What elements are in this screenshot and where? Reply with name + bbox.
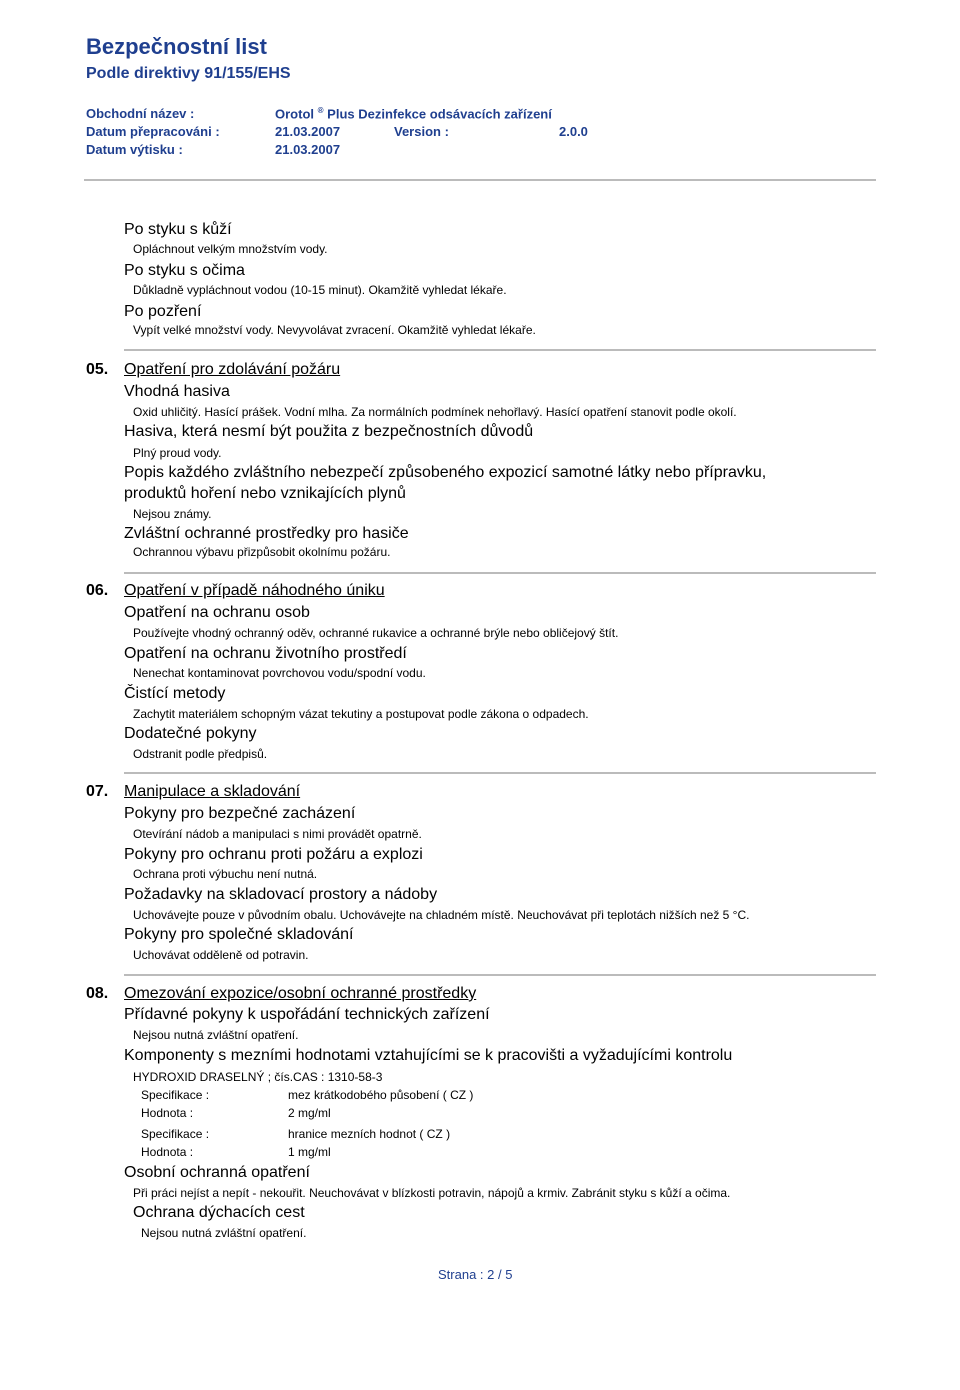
skin-contact-heading: Po styku s kůží <box>124 221 232 238</box>
document-subtitle: Podle direktivy 91/155/EHS <box>86 65 291 82</box>
substance-name: HYDROXID DRASELNÝ ; čís.CAS : 1310-58-3 <box>133 1070 383 1084</box>
section-06-title: Opatření v případě náhodného úniku <box>124 582 385 599</box>
fire-protection-heading: Pokyny pro ochranu proti požáru a explozi <box>124 846 423 863</box>
section-05-number: 05. <box>86 361 109 378</box>
exposure-limits-heading: Komponenty s mezními hodnotami vztahujícími se k pracovišti a vyžadujícími kontrolu <box>124 1047 733 1064</box>
special-hazards-text: Nejsou známy. <box>133 507 212 521</box>
specification-value-2: hranice mezních hodnot ( CZ ) <box>288 1127 451 1141</box>
print-date-label: Datum výtisku : <box>86 142 183 157</box>
section-08-number: 08. <box>86 985 109 1002</box>
engineering-controls-text: Nejsou nutná zvláštní opatření. <box>133 1028 299 1042</box>
section-07-title: Manipulace a skladování <box>124 783 301 800</box>
trade-name-label: Obchodní název : <box>86 106 195 121</box>
page-number: Strana : 2 / 5 <box>438 1267 513 1282</box>
trade-name-value <box>275 106 552 121</box>
ingestion-heading: Po pozření <box>124 303 202 320</box>
section-divider-08 <box>124 974 876 976</box>
personal-protection-text: Při práci nejíst a nepít - nekouřit. Neuchovávat v blízkosti potravin, nápojů a krmiv. Zabránit styku s kůží a očima. <box>133 1186 731 1200</box>
safe-handling-heading: Pokyny pro bezpečné zacházení <box>124 805 356 822</box>
fire-protection-text: Ochrana proti výbuchu není nutná. <box>133 867 318 881</box>
limit-value-1: 2 mg/ml <box>288 1106 331 1120</box>
specification-value-1: mez krátkodobého působení ( CZ ) <box>288 1088 474 1102</box>
registered-mark: ® <box>317 106 324 115</box>
section-07-number: 07. <box>86 783 109 800</box>
engineering-controls-heading: Přídavné pokyny k uspořádání technických zařízení <box>124 1006 490 1023</box>
firefighter-equipment-heading: Zvláštní ochranné prostředky pro hasiče <box>124 525 409 542</box>
unsuitable-extinguishing-heading: Hasiva, která nesmí být použita z bezpečnostních důvodů <box>124 423 534 440</box>
section-divider-05 <box>124 349 876 351</box>
cleanup-methods-text: Zachytit materiálem schopným vázat tekutiny a postupovat podle zákona o odpadech. <box>133 707 589 721</box>
document-title: Bezpečnostní list <box>86 34 267 59</box>
storage-requirements-heading: Požadavky na skladovací prostory a nádoby <box>124 886 438 903</box>
joint-storage-heading: Pokyny pro společné skladování <box>124 926 354 943</box>
version-label: Version : <box>394 124 449 139</box>
safe-handling-text: Otevírání nádob a manipulaci s nimi provádět opatrně. <box>133 827 422 841</box>
trade-name-rest: Plus Dezinfekce odsávacích zařízení <box>327 106 552 122</box>
specification-label-2: Specifikace : <box>141 1127 210 1141</box>
section-08-title: Omezování expozice/osobní ochranné prostředky <box>124 985 477 1002</box>
ingestion-text: Vypít velké množství vody. Nevyvolávat zvracení. Okamžitě vyhledat lékaře. <box>133 323 536 337</box>
section-divider-06 <box>124 572 876 574</box>
version-value: 2.0.0 <box>559 124 588 139</box>
eye-contact-heading: Po styku s očima <box>124 262 245 279</box>
respiratory-protection-heading: Ochrana dýchacích cest <box>133 1204 305 1221</box>
personal-precautions-heading: Opatření na ochranu osob <box>124 604 310 621</box>
unsuitable-extinguishing-text: Plný proud vody. <box>133 446 222 460</box>
limit-value-label-2: Hodnota : <box>141 1145 194 1159</box>
print-date-value: 21.03.2007 <box>275 142 341 157</box>
skin-contact-text: Opláchnout velkým množstvím vody. <box>133 242 328 256</box>
trade-name-prefix: Orotol <box>275 106 314 122</box>
special-hazards-heading-line2: produktů hoření nebo vznikajících plynů <box>124 485 406 502</box>
limit-value-2: 1 mg/ml <box>288 1145 331 1159</box>
suitable-extinguishing-text: Oxid uhličitý. Hasící prášek. Vodní mlha. Za normálních podmínek nehořlavý. Hasící opatření stanovit podle okolí. <box>133 405 737 419</box>
additional-advice-text: Odstranit podle předpisů. <box>133 747 268 761</box>
additional-advice-heading: Dodatečné pokyny <box>124 725 257 742</box>
section-05-title: Opatření pro zdolávání požáru <box>124 361 341 378</box>
special-hazards-heading-line1: Popis každého zvláštního nebezpečí způsobeného expozicí samotné látky nebo přípravku, <box>124 464 767 481</box>
personal-precautions-text: Používejte vhodný ochranný oděv, ochranné rukavice a ochranné brýle nebo obličejový štít. <box>133 626 619 640</box>
storage-requirements-text: Uchovávejte pouze v původním obalu. Uchovávejte na chladném místě. Neuchovávat při teplotách nižších než 5 °C. <box>133 908 750 922</box>
personal-protection-heading: Osobní ochranná opatření <box>124 1164 310 1181</box>
header-divider <box>84 179 876 181</box>
revision-label: Datum přepracováni : <box>86 124 220 139</box>
cleanup-methods-heading: Čistící metody <box>124 685 226 702</box>
revision-value: 21.03.2007 <box>275 124 341 139</box>
section-06-number: 06. <box>86 582 109 599</box>
firefighter-equipment-text: Ochrannou výbavu přizpůsobit okolnímu požáru. <box>133 545 391 559</box>
environmental-precautions-text: Nenechat kontaminovat povrchovou vodu/spodní vodu. <box>133 666 426 680</box>
joint-storage-text: Uchovávat odděleně od potravin. <box>133 948 309 962</box>
suitable-extinguishing-heading: Vhodná hasiva <box>124 383 230 400</box>
limit-value-label-1: Hodnota : <box>141 1106 194 1120</box>
environmental-precautions-heading: Opatření na ochranu životního prostředí <box>124 645 407 662</box>
eye-contact-text: Důkladně vypláchnout vodou (10-15 minut). Okamžitě vyhledat lékaře. <box>133 283 507 297</box>
specification-label-1: Specifikace : <box>141 1088 210 1102</box>
section-divider-07 <box>124 772 876 774</box>
respiratory-protection-text: Nejsou nutná zvláštní opatření. <box>141 1226 307 1240</box>
